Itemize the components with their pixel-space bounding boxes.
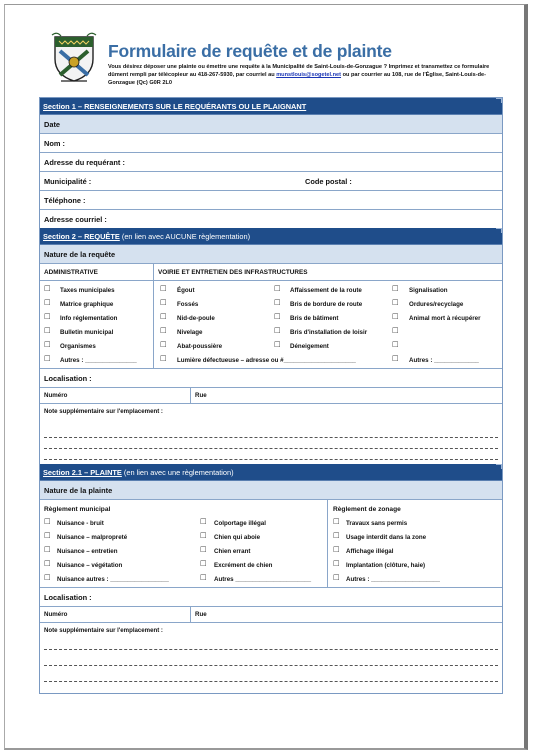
requete-row	[40, 283, 502, 297]
requete-option-label: Signalisation	[409, 287, 448, 294]
nature-requete-label: Nature de la requête	[44, 249, 116, 259]
requete-option-label: Nivelage	[177, 329, 203, 336]
col-administrative: ADMINISTRATIVE	[44, 268, 98, 276]
plainte-option-label: Excrément de chien	[214, 562, 273, 569]
plainte-row	[40, 572, 502, 586]
checkbox-icon[interactable]: ☐	[44, 326, 51, 335]
checkbox-icon[interactable]: ☐	[392, 326, 399, 335]
requete-option-label: Animal mort à récupérer	[409, 315, 481, 322]
requete-row	[40, 311, 502, 325]
municipalite-label: Municipalité :	[44, 176, 92, 186]
plainte-option-label: Colportage illégal	[214, 520, 266, 527]
autres-voirie-field[interactable]: Autres : _____________	[409, 357, 479, 364]
requete-checkbox-grid	[40, 281, 502, 369]
checkbox-icon[interactable]: ☐	[274, 340, 281, 349]
plainte-option-label: Autres ______________________	[214, 576, 312, 583]
note-21-line-2	[44, 665, 498, 666]
date-field[interactable]	[40, 115, 502, 134]
requete-option-label: Bulletin municipal	[60, 329, 114, 336]
checkbox-icon[interactable]: ☐	[160, 284, 167, 293]
checkbox-icon[interactable]: ☐	[44, 545, 51, 554]
checkbox-icon[interactable]: ☐	[160, 312, 167, 321]
plainte-row	[40, 516, 502, 530]
checkbox-icon[interactable]: ☐	[44, 284, 51, 293]
adresse-field[interactable]	[40, 153, 502, 172]
numero-2-label: Numéro	[44, 392, 68, 399]
checkbox-icon[interactable]: ☐	[200, 559, 207, 568]
nom-field[interactable]	[40, 134, 502, 153]
courriel-label: Adresse courriel :	[44, 214, 107, 224]
plainte-option-label: Nuisance autres : _________________	[57, 576, 169, 583]
checkbox-icon[interactable]: ☐	[160, 354, 167, 363]
requete-row	[40, 339, 502, 353]
section-2-1-header	[40, 464, 502, 481]
checkbox-icon[interactable]: ☐	[44, 340, 51, 349]
note-2-line-3	[44, 459, 498, 460]
requete-option-label: Ordures/recyclage	[409, 301, 464, 308]
checkbox-icon[interactable]: ☐	[44, 312, 51, 321]
requete-option-label: Déneigement	[290, 343, 329, 350]
plainte-option-label: Nuisance – malpropreté	[57, 534, 128, 541]
section-2-subtitle: (en lien avec AUCUNE règlementation)	[119, 232, 251, 241]
plainte-option-label: Usage interdit dans la zone	[346, 534, 427, 541]
checkbox-icon[interactable]: ☐	[44, 517, 51, 526]
note-2-line-2	[44, 448, 498, 449]
requete-option-label: Organismes	[60, 343, 96, 350]
checkbox-icon[interactable]: ☐	[274, 298, 281, 307]
checkbox-icon[interactable]: ☐	[200, 545, 207, 554]
checkbox-icon[interactable]: ☐	[392, 312, 399, 321]
nature-requete-band	[40, 245, 502, 264]
courriel-field[interactable]	[40, 210, 502, 228]
requete-option-label: Matrice graphique	[60, 301, 114, 308]
col-reglement-zonage: Règlement de zonage	[333, 506, 401, 513]
request-form	[39, 97, 503, 694]
instructions-text-2: ou par courrier au 108, rue de l'Église, Saint-Louis-de-Gonzague (Qc) G0R 2L0	[108, 71, 486, 86]
plainte-row	[40, 544, 502, 558]
note-2-area[interactable]	[40, 404, 502, 464]
checkbox-icon[interactable]: ☐	[274, 312, 281, 321]
col-reglement-municipal: Règlement municipal	[44, 506, 111, 513]
plainte-option-label: Nuisance – entretien	[57, 548, 118, 555]
section-2-1-title: Section 2.1 – PLAINTE	[43, 468, 122, 477]
checkbox-icon[interactable]: ☐	[333, 531, 340, 540]
note-21-area[interactable]	[40, 623, 502, 693]
checkbox-icon[interactable]: ☐	[392, 340, 399, 349]
requete-option-label: Bris d'installation de loisir	[290, 329, 368, 336]
requete-option-label: Fossés	[177, 301, 199, 308]
localisation-21-label: Localisation :	[44, 592, 92, 602]
plainte-row	[40, 558, 502, 572]
checkbox-icon[interactable]: ☐	[44, 573, 51, 582]
checkbox-icon[interactable]: ☐	[333, 559, 340, 568]
nature-plainte-label: Nature de la plainte	[44, 485, 113, 495]
requete-option-label: Abat-poussière	[177, 343, 223, 350]
checkbox-icon[interactable]: ☐	[160, 326, 167, 335]
note-2-label: Note supplémentaire sur l'emplacement :	[44, 408, 163, 415]
requete-option-label: Nid-de-poule	[177, 315, 215, 322]
plainte-option-label: Nuisance – végétation	[57, 562, 123, 569]
requete-option-label: Bris de bâtiment	[290, 315, 339, 322]
municipal-coat-of-arms-logo	[51, 31, 97, 83]
adresse-label: Adresse du requérant :	[44, 157, 125, 167]
rue-2-label: Rue	[195, 392, 207, 399]
checkbox-icon[interactable]: ☐	[160, 340, 167, 349]
localisation-2-row[interactable]	[40, 388, 502, 404]
municipalite-field[interactable]	[40, 172, 502, 191]
localisation-21-row[interactable]	[40, 607, 502, 623]
checkbox-icon[interactable]: ☐	[392, 298, 399, 307]
plainte-option-label: Implantation (clôture, haie)	[346, 562, 426, 569]
requete-option-label: Info réglementation	[60, 315, 118, 322]
requete-row	[40, 325, 502, 339]
localisation-2-label: Localisation :	[44, 373, 92, 383]
checkbox-icon[interactable]: ☐	[160, 298, 167, 307]
requete-row-autres	[40, 353, 502, 367]
plainte-option-label: Affichage illégal	[346, 548, 394, 555]
checkbox-icon[interactable]: ☐	[200, 573, 207, 582]
telephone-label: Téléphone :	[44, 195, 86, 205]
localisation-21-band	[40, 588, 502, 607]
requete-option-label: Taxes municipales	[60, 287, 115, 294]
note-21-label: Note supplémentaire sur l'emplacement :	[44, 627, 163, 634]
email-link[interactable]: munstlouis@sogetel.net	[276, 71, 342, 78]
checkbox-icon[interactable]: ☐	[392, 354, 399, 363]
document-page	[4, 4, 528, 750]
note-21-line-1	[44, 649, 498, 650]
checkbox-icon[interactable]: ☐	[200, 531, 207, 540]
note-21-line-3	[44, 681, 498, 682]
requete-row	[40, 297, 502, 311]
nature-plainte-band	[40, 481, 502, 500]
localisation-2-band	[40, 369, 502, 388]
requete-option-label: Égout	[177, 287, 195, 294]
plainte-option-label: Nuisance - bruit	[57, 520, 104, 527]
form-instructions	[108, 64, 503, 87]
rue-21-label: Rue	[195, 611, 207, 618]
instructions-text-1: Vous désirez déposer une plainte ou émettre une requête à la Municipalité de Saint-Louis-de-Gonzague ? Imprimez et transmettez ce formulaire dûment rempli par télécopieur au 418-267-5930, par courriel au	[108, 64, 490, 78]
section-2-1-subtitle: (en lien avec une règlementation)	[121, 468, 234, 477]
lumiere-defectueuse-field[interactable]: Lumière défectueuse – adresse ou #_____________________	[177, 357, 356, 364]
plainte-row	[40, 530, 502, 544]
code-postal-label: Code postal :	[305, 176, 352, 186]
section-2-header	[40, 228, 502, 245]
requete-option-label: Bris de bordure de route	[290, 301, 363, 308]
checkbox-icon[interactable]: ☐	[392, 284, 399, 293]
plainte-option-label: Chien errant	[214, 548, 251, 555]
requete-columns-header	[40, 264, 502, 281]
nom-label: Nom :	[44, 138, 65, 148]
checkbox-icon[interactable]: ☐	[333, 573, 340, 582]
checkbox-icon[interactable]: ☐	[200, 517, 207, 526]
numero-21-label: Numéro	[44, 611, 68, 618]
checkbox-icon[interactable]: ☐	[44, 354, 51, 363]
note-2-line-1	[44, 437, 498, 438]
section-2-title: Section 2 – REQUÊTE	[43, 232, 120, 241]
plainte-option-label: Autres : ____________________	[346, 576, 440, 583]
form-title: Formulaire de requête et de plainte	[108, 41, 392, 61]
col-voirie: VOIRIE ET ENTRETIEN DES INFRASTRUCTURES	[158, 268, 308, 276]
plainte-option-label: Chien qui aboie	[214, 534, 261, 541]
date-label: Date	[44, 119, 61, 129]
autres-admin-field[interactable]: Autres : _______________	[60, 357, 137, 364]
checkbox-icon[interactable]: ☐	[44, 531, 51, 540]
section-1-header	[40, 98, 502, 115]
plainte-checkbox-grid	[40, 500, 502, 588]
checkbox-icon[interactable]: ☐	[274, 284, 281, 293]
checkbox-icon[interactable]: ☐	[44, 559, 51, 568]
section-1-title: Section 1 – RENSEIGNEMENTS SUR LE REQUÉRANTS OU LE PLAIGNANT	[43, 102, 307, 111]
checkbox-icon[interactable]: ☐	[274, 326, 281, 335]
plainte-option-label: Travaux sans permis	[346, 520, 408, 527]
requete-option-label: Affaissement de la route	[290, 287, 362, 294]
telephone-field[interactable]	[40, 191, 502, 210]
checkbox-icon[interactable]: ☐	[333, 517, 340, 526]
checkbox-icon[interactable]: ☐	[44, 298, 51, 307]
checkbox-icon[interactable]: ☐	[333, 545, 340, 554]
